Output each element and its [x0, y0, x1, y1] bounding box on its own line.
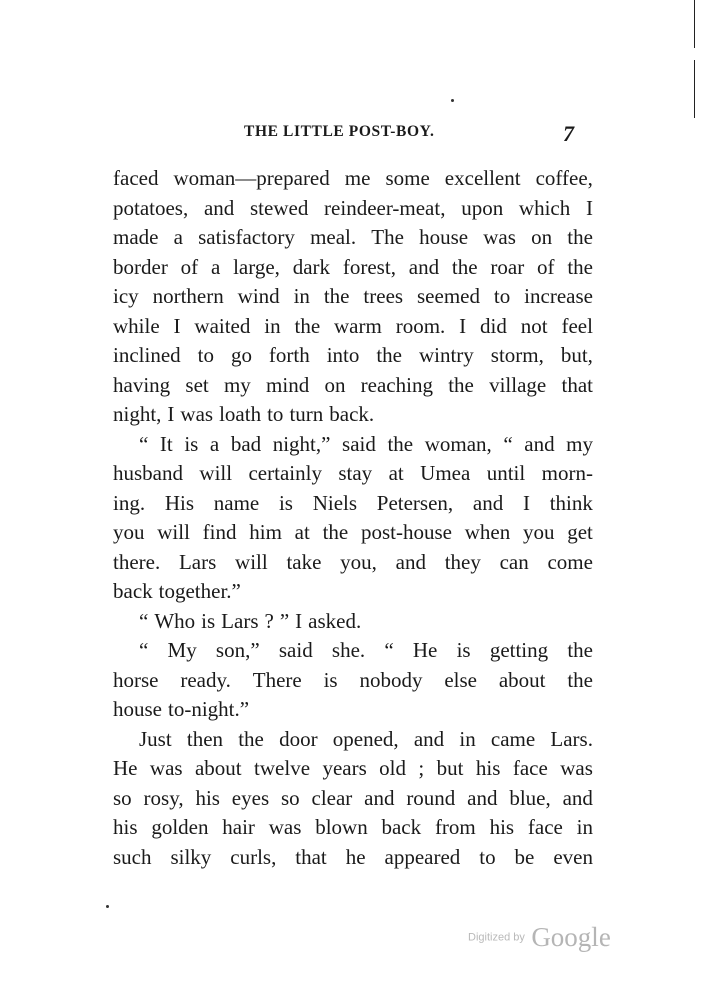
text-word: feel	[561, 313, 593, 338]
text-word: woman,	[424, 431, 492, 456]
text-word: until	[486, 461, 526, 485]
text-word: stay	[338, 461, 373, 485]
text-word: his	[489, 815, 515, 839]
text-word: into	[326, 343, 360, 367]
text-word: curls,	[230, 844, 277, 869]
text-word: the	[567, 254, 593, 279]
body-text	[113, 164, 593, 872]
paper-speck	[106, 905, 109, 908]
text-word: forth	[268, 343, 310, 367]
text-word: mind	[266, 372, 310, 397]
text-word: He	[113, 756, 138, 780]
text-word: is	[278, 490, 293, 515]
text-word: did	[480, 313, 507, 338]
text-word: the	[567, 225, 593, 249]
page-edge-line-bottom	[694, 60, 695, 118]
text-word: increase	[524, 284, 593, 308]
text-word: the	[567, 638, 593, 662]
text-word: and	[472, 490, 504, 515]
text-word: get	[567, 520, 593, 544]
text-line	[113, 725, 593, 755]
text-word: nobody	[359, 667, 423, 692]
text-word: said	[278, 638, 313, 662]
text-word: trees	[363, 284, 404, 308]
text-word: was	[180, 402, 214, 426]
text-word: at	[388, 461, 404, 485]
text-word: such	[113, 844, 152, 869]
text-word: set	[185, 372, 209, 397]
text-line	[113, 223, 593, 253]
text-word: “	[384, 638, 394, 662]
text-word: faced	[113, 166, 159, 190]
text-word: having	[113, 372, 171, 397]
text-word: that	[561, 372, 593, 397]
text-word: to-night.”	[168, 697, 250, 721]
text-word: wintry	[418, 343, 474, 367]
text-word: you,	[340, 549, 377, 574]
text-word: to	[479, 844, 496, 869]
text-word: My	[167, 638, 197, 662]
text-word: border	[113, 254, 168, 279]
text-word: is	[456, 638, 471, 662]
text-word: ing.	[113, 490, 146, 515]
text-word: large,	[233, 254, 280, 279]
text-word: so	[280, 785, 300, 810]
text-word: he	[345, 844, 366, 869]
text-word: is	[323, 667, 338, 692]
text-word: old	[379, 756, 406, 780]
text-word: warm	[334, 313, 382, 338]
text-word: ready.	[180, 667, 231, 692]
text-word: Just	[139, 726, 172, 751]
text-word: turn	[289, 402, 324, 426]
text-word: Lars.	[550, 726, 593, 751]
text-word: morn-	[541, 461, 593, 485]
text-word: find	[202, 520, 237, 544]
text-line	[113, 371, 593, 401]
text-word: of	[537, 254, 555, 279]
text-word: Niels	[312, 490, 358, 515]
text-word: will	[199, 461, 233, 485]
text-word: potatoes,	[113, 195, 189, 220]
text-line	[113, 282, 593, 312]
text-word: the	[387, 431, 414, 456]
text-word: a	[209, 431, 220, 456]
text-word: in	[293, 284, 310, 308]
text-word: blue,	[509, 785, 551, 810]
text-word: name	[213, 490, 260, 515]
text-word: Who	[154, 608, 196, 633]
text-word: on	[324, 372, 346, 397]
text-word: is	[184, 431, 199, 456]
text-word: when	[464, 520, 511, 544]
text-word: you	[522, 520, 555, 544]
text-word: his	[475, 756, 501, 780]
text-line	[113, 253, 593, 283]
text-word: storm,	[490, 343, 544, 367]
text-word: rosy,	[143, 785, 184, 810]
text-word: clear	[311, 785, 353, 810]
text-word: at	[294, 520, 310, 544]
text-line	[113, 607, 593, 637]
text-word: loath	[219, 402, 262, 426]
text-word: is	[201, 608, 216, 633]
page-header	[0, 121, 702, 145]
text-line	[113, 577, 593, 607]
text-word: came	[490, 726, 536, 751]
text-word: satisfactory	[198, 225, 295, 249]
text-word: night,”	[272, 431, 331, 456]
text-line	[113, 312, 593, 342]
text-word: forest,	[342, 254, 396, 279]
text-word: then	[186, 726, 224, 751]
text-word: in	[576, 815, 593, 839]
text-word: “	[139, 608, 149, 633]
text-word: face	[527, 815, 563, 839]
text-word: can	[499, 549, 529, 574]
text-word: I	[522, 490, 530, 515]
text-word: and	[395, 549, 426, 574]
text-word: back	[113, 579, 153, 603]
running-title: THE LITTLE POST-BOY.	[244, 123, 435, 140]
text-word: dark	[292, 254, 331, 279]
text-word: woman—prepared	[173, 166, 330, 190]
text-word: asked.	[308, 608, 362, 633]
text-word: about	[194, 756, 242, 780]
text-word: door	[279, 726, 318, 751]
text-word: you	[113, 520, 145, 544]
text-word: back.	[329, 402, 375, 426]
text-word: meal.	[310, 225, 357, 249]
text-word: ”	[279, 608, 290, 633]
text-line	[113, 754, 593, 784]
text-word: I	[295, 608, 303, 633]
text-word: room.	[395, 313, 446, 338]
text-word: Petersen,	[376, 490, 454, 515]
text-word: There	[252, 667, 302, 692]
text-word: eyes	[231, 785, 270, 810]
text-line	[113, 459, 593, 489]
text-word: was	[560, 756, 593, 780]
text-line	[113, 548, 593, 578]
text-word: certainly	[248, 461, 322, 485]
text-word: round	[406, 785, 456, 810]
text-line	[113, 666, 593, 696]
text-word: The	[371, 225, 404, 249]
text-word: the	[294, 313, 321, 338]
text-word: opened,	[332, 726, 399, 751]
text-word: It	[159, 431, 173, 456]
text-word: not	[520, 313, 548, 338]
text-word: bad	[230, 431, 262, 456]
google-logo-text: Google	[531, 922, 611, 952]
text-word: “	[139, 638, 149, 662]
text-word: inclined	[113, 343, 181, 367]
text-word: was	[149, 756, 183, 780]
text-word: the	[238, 726, 264, 751]
text-word: face	[512, 756, 548, 780]
text-word: be	[514, 844, 535, 869]
text-word: and	[408, 254, 440, 279]
text-line	[113, 695, 593, 725]
text-word: of	[180, 254, 199, 279]
text-word: ?	[264, 608, 274, 633]
text-word: think	[549, 490, 593, 515]
text-word: the	[448, 372, 474, 397]
text-word: husband	[113, 461, 183, 485]
text-word: about	[498, 667, 546, 692]
text-word: the	[376, 343, 402, 367]
text-word: in	[459, 726, 476, 751]
text-word: will	[235, 549, 268, 574]
text-word: the	[567, 667, 593, 692]
paper-speck	[451, 99, 454, 102]
text-word: Lars	[221, 608, 259, 633]
text-line	[113, 784, 593, 814]
text-word: the	[322, 520, 349, 544]
text-word: ;	[418, 756, 425, 780]
text-word: else	[444, 667, 477, 692]
text-word: but	[436, 756, 464, 780]
text-word: icy	[113, 284, 139, 308]
text-word: northern	[152, 284, 224, 308]
text-word: appeared	[384, 844, 461, 869]
text-word: golden	[151, 815, 209, 839]
text-word: even	[553, 844, 593, 869]
text-word: his	[195, 785, 220, 810]
text-word: wind	[237, 284, 280, 308]
text-line	[113, 341, 593, 371]
text-word: was	[268, 815, 302, 839]
text-word: horse	[113, 667, 159, 692]
text-word: His	[164, 490, 195, 515]
text-word: I	[459, 313, 467, 338]
text-word: I	[585, 195, 593, 220]
text-word: from	[434, 815, 476, 839]
text-word: years	[322, 756, 367, 780]
text-word: said	[342, 431, 376, 456]
text-word: village	[489, 372, 547, 397]
text-word: twelve	[254, 756, 311, 780]
text-word: Umea	[420, 461, 471, 485]
text-word: there.	[113, 549, 161, 574]
text-word: roar	[490, 254, 525, 279]
text-word: my	[223, 372, 251, 397]
text-word: reaching	[360, 372, 433, 397]
text-word: I	[167, 402, 175, 426]
text-word: reindeer-meat,	[324, 195, 446, 220]
text-word: that	[295, 844, 327, 869]
text-word: seemed	[417, 284, 480, 308]
text-line	[113, 518, 593, 548]
text-line	[113, 164, 593, 194]
text-word: some	[385, 166, 430, 190]
text-word: the	[323, 284, 350, 308]
digitized-watermark	[468, 922, 611, 953]
text-word: they	[444, 549, 481, 574]
text-line	[113, 489, 593, 519]
text-word: and	[203, 195, 235, 220]
text-word: He	[412, 638, 438, 662]
text-line	[113, 194, 593, 224]
text-word: “	[503, 431, 513, 456]
text-line	[113, 843, 593, 873]
text-word: coffee,	[535, 166, 593, 190]
text-word: and	[562, 785, 593, 810]
digitized-by-label: Digitized by	[468, 931, 525, 944]
text-word: waited	[194, 313, 251, 338]
text-line	[113, 636, 593, 666]
text-word: to	[493, 284, 511, 308]
text-word: go	[230, 343, 252, 367]
text-word: while	[113, 313, 160, 338]
text-word: blown	[315, 815, 368, 839]
text-word: house	[113, 697, 162, 721]
text-word: will	[157, 520, 190, 544]
text-word: together.”	[158, 579, 241, 603]
text-word: was	[483, 225, 516, 249]
text-line	[113, 400, 593, 430]
text-word: silky	[170, 844, 212, 869]
text-word: on	[531, 225, 553, 249]
text-word: Lars	[178, 549, 217, 574]
text-word: in	[264, 313, 281, 338]
text-line	[113, 813, 593, 843]
text-word: night,	[113, 402, 162, 426]
page-edge-line-top	[694, 0, 695, 48]
text-word: she.	[331, 638, 366, 662]
text-word: to	[197, 343, 214, 367]
text-word: and	[467, 785, 498, 810]
text-word: and	[364, 785, 395, 810]
text-word: me	[344, 166, 371, 190]
text-word: to	[267, 402, 284, 426]
text-word: a	[210, 254, 221, 279]
text-word: but,	[560, 343, 593, 367]
text-word: excellent	[444, 166, 521, 190]
text-word: and	[413, 726, 445, 751]
page-number: 7	[563, 121, 574, 146]
text-word: a	[173, 225, 183, 249]
text-word: hair	[222, 815, 255, 839]
text-word: come	[547, 549, 593, 574]
text-word: take	[286, 549, 322, 574]
text-word: back	[381, 815, 422, 839]
text-word: upon	[461, 195, 504, 220]
text-word: house	[419, 225, 469, 249]
text-word: his	[113, 815, 138, 839]
text-word: which	[518, 195, 571, 220]
text-line	[113, 430, 593, 460]
text-word: so	[113, 785, 132, 810]
text-word: post-house	[360, 520, 452, 544]
text-word: my	[566, 431, 593, 456]
text-word: stewed	[250, 195, 309, 220]
text-word: him	[249, 520, 282, 544]
text-word: made	[113, 225, 159, 249]
text-word: getting	[489, 638, 549, 662]
text-word: the	[451, 254, 478, 279]
text-word: and	[524, 431, 555, 456]
text-word: “	[139, 431, 149, 456]
text-word: I	[173, 313, 181, 338]
text-word: son,”	[215, 638, 260, 662]
